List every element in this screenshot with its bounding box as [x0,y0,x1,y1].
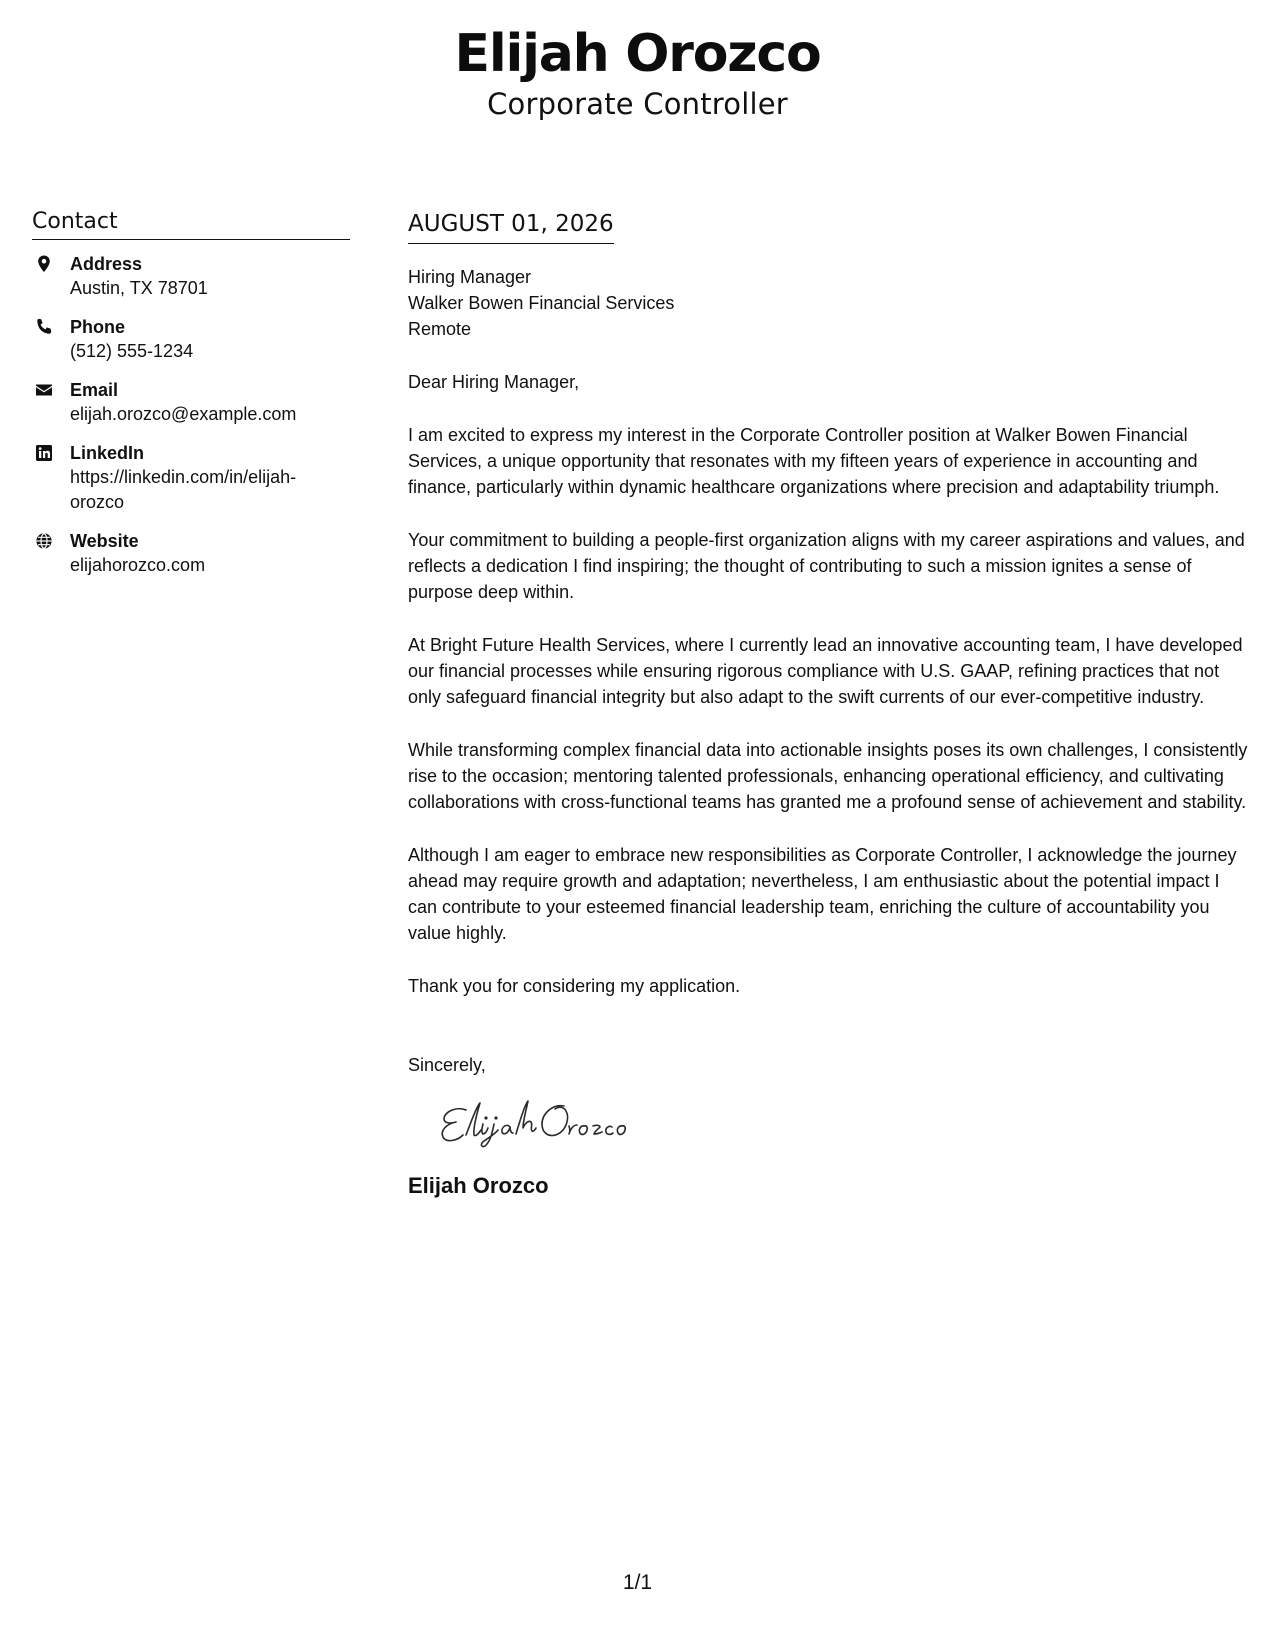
email-label: Email [70,380,119,400]
salutation: Dear Hiring Manager, [408,372,580,392]
closing: Sincerely, [408,1055,486,1075]
body-paragraph-3: At Bright Future Health Services, where I currently lead an innovative accounting team, I have developed our financial processes while ensuring rigorous compliance with U.S. GAAP, refining practices that not only safeguard financial integrity but also adapt to the swift currents of our ever-competitive industry. [408,635,1243,707]
envelope-icon [34,380,54,400]
page-number: 1/1 [622,1571,653,1594]
linkedin-value: https://linkedin.com/in/elijah-orozco [70,467,297,512]
website-value: elijahorozco.com [70,555,206,575]
address-label: Address [70,254,143,274]
recipient-location: Remote [408,319,472,339]
contact-item-address [32,252,350,301]
signer-name: Elijah Orozco [408,1173,549,1198]
linkedin-icon [34,443,54,463]
body-paragraph-4: While transforming complex financial data into actionable insights poses its own challenges, I consistently rise to the occasion; mentoring talented professionals, enhancing operational efficiency, and cultivating collaborations with cross-functional teams has granted me a profound sense of achievement and stability. [408,740,1248,812]
handwritten-signature [436,1096,656,1158]
letter-header [0,22,1275,122]
phone-icon [34,317,54,337]
phone-value: (512) 555-1234 [70,341,194,361]
applicant-title: Corporate Controller [487,87,788,121]
contact-item-phone [32,315,350,364]
globe-icon [34,531,54,551]
website-label: Website [70,531,139,551]
contact-item-email [32,378,350,427]
contact-heading: Contact [32,208,350,240]
contact-item-linkedin [32,441,350,515]
contact-item-website [32,529,350,578]
phone-label: Phone [70,317,126,337]
linkedin-label: LinkedIn [70,443,145,463]
recipient-block [408,264,1248,342]
body-paragraph-1: I am excited to express my interest in the Corporate Controller position at Walker Bowen Financial Services, a unique opportunity that resonates with my fifteen years of experience in accounting and finance, particularly within dynamic healthcare organizations where precision and adaptability triumph. [408,425,1220,497]
recipient-name: Hiring Manager [408,267,532,287]
location-pin-icon [34,254,54,274]
address-value: Austin, TX 78701 [70,278,208,298]
body-paragraph-2: Your commitment to building a people-first organization aligns with my career aspirations and values, and reflects a dedication I find inspiring; the thought of contributing to such a mission ignites a sense of purpose deep within. [408,530,1245,602]
email-value: elijah.orozco@example.com [70,404,297,424]
body-paragraph-5: Although I am eager to embrace new responsibilities as Corporate Controller, I acknowledge the journey ahead may require growth and adaptation; nevertheless, I am enthusiastic about the potential impact I can contribute to your esteemed financial leadership team, enriching the culture of accountability you value highly. [408,845,1237,943]
recipient-company: Walker Bowen Financial Services [408,293,675,313]
applicant-name: Elijah Orozco [454,24,821,84]
letter-body [408,208,1248,1200]
letter-date: AUGUST 01, 2026 [408,208,614,244]
contact-sidebar [32,208,350,592]
body-paragraph-6: Thank you for considering my application. [408,976,741,996]
